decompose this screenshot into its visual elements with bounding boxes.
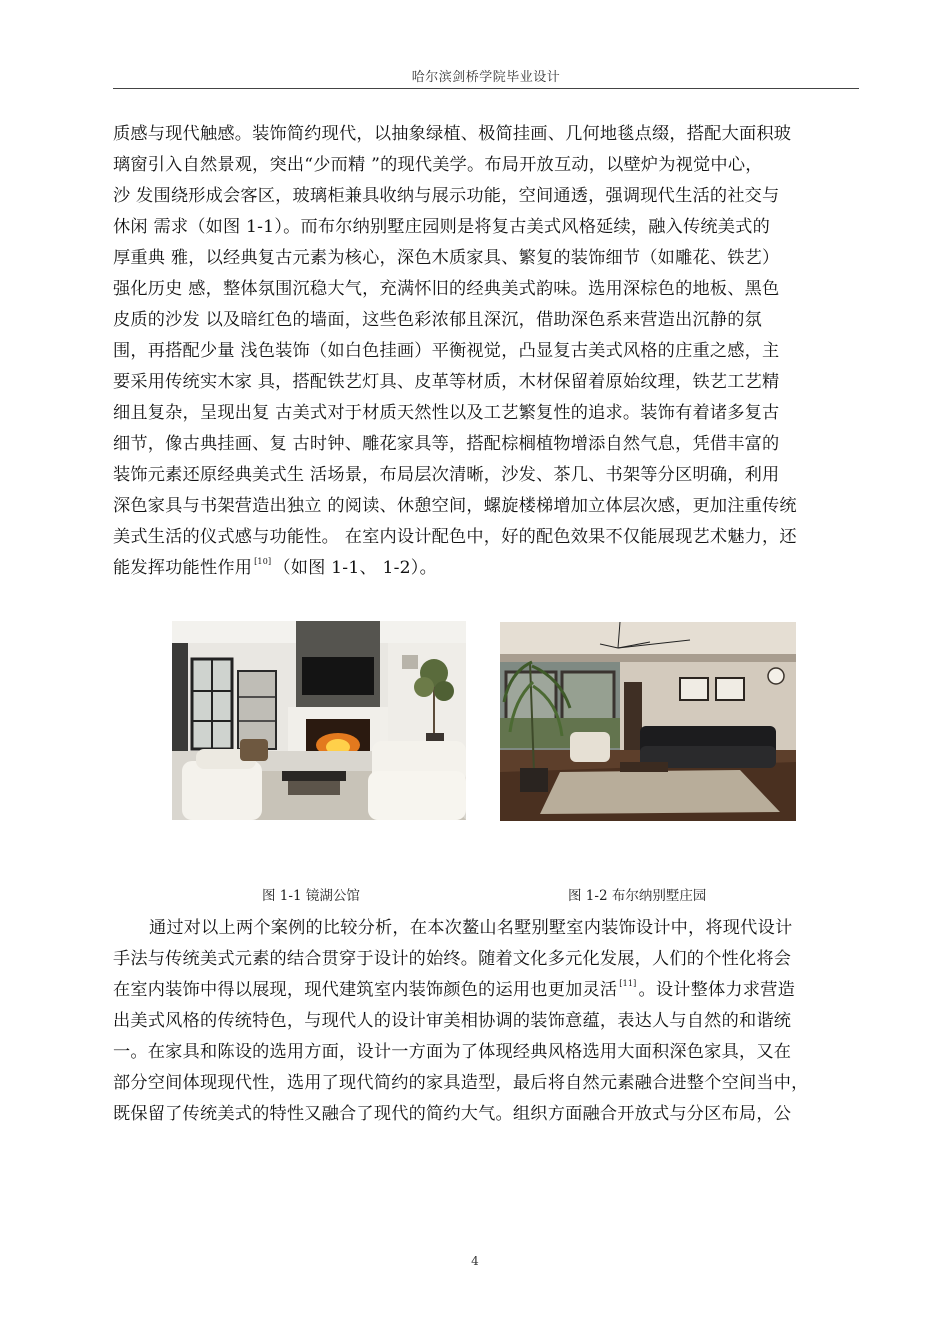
text-span: 在室内装饰中得以展现，现代建筑室内装饰颜色的运用也更加灵活	[113, 980, 618, 1000]
citation-ref: [11]	[619, 979, 637, 988]
body-paragraph-2	[113, 913, 865, 1130]
text-span: 。设计整体力求营造	[638, 980, 795, 1000]
text-line: 细且复杂，呈现出复 古美式对于材质天然性以及工艺繁复性的追求。装饰有着诸多复古	[113, 403, 780, 423]
text-line: 围，再搭配少量 浅色装饰（如白色挂画）平衡视觉，凸显复古美式风格的庄重之感，主	[113, 341, 780, 361]
figure-1-2-caption: 图 1-2 布尔纳别墅庄园	[568, 888, 707, 904]
figure-1-2-image	[500, 622, 796, 821]
body-paragraph-1	[113, 119, 865, 584]
page-header-title: 哈尔滨剑桥学院毕业设计	[411, 70, 561, 85]
text-line	[113, 553, 865, 584]
text-line: 沙 发围绕形成会客区，玻璃柜兼具收纳与展示功能，空间通透，强调现代生活的社交与	[113, 186, 780, 206]
page-number: 4	[471, 1254, 479, 1268]
text-line: 手法与传统美式元素的结合贯穿于设计的始终。随着文化多元化发展，人们的个性化将会	[113, 949, 792, 969]
citation-ref: [10]	[254, 557, 272, 566]
text-line: 质感与现代触感。装饰简约现代，以抽象绿植、极简挂画、几何地毯点缀，搭配大面积玻	[113, 124, 792, 144]
text-line: 既保留了传统美式的特性又融合了现代的简约大气。组织方面融合开放式与分区布局，公	[113, 1104, 792, 1124]
text-line: 一。在家具和陈设的选用方面，设计一方面为了体现经典风格选用大面积深色家具，又在	[113, 1042, 792, 1062]
figure-1-1-image	[172, 621, 466, 820]
text-line: 休闲 需求（如图 1-1）。而布尔纳别墅庄园则是将复古美式风格延续，融入传统美式的	[113, 217, 770, 237]
text-span: 能发挥功能性作用	[113, 558, 253, 578]
text-line: 要采用传统实木家 具，搭配铁艺灯具、皮革等材质，木材保留着原始纹理，铁艺工艺精	[113, 372, 780, 392]
text-line: 细节，像古典挂画、复 古时钟、雕花家具等，搭配棕榈植物增添自然气息，凭借丰富的	[113, 434, 780, 454]
text-span: （如图 1-1、 1-2）。	[273, 558, 437, 578]
text-line: 通过对以上两个案例的比较分析，在本次鳌山名墅别墅室内装饰设计中，将现代设计	[149, 918, 793, 938]
text-line: 深色家具与书架营造出独立 的阅读、休憩空间，螺旋楼梯增加立体层次感，更加注重传统	[113, 496, 797, 516]
text-line: 强化历史 感，整体氛围沉稳大气，充满怀旧的经典美式韵味。选用深棕色的地板、黑色	[113, 279, 780, 299]
text-line	[113, 975, 865, 1006]
text-line: 美式生活的仪式感与功能性。 在室内设计配色中，好的配色效果不仅能展现艺术魅力，还	[113, 527, 797, 547]
header-divider	[113, 88, 859, 89]
text-line: 出美式风格的传统特色，与现代人的设计审美相协调的装饰意蕴，表达人与自然的和谐统	[113, 1011, 792, 1031]
text-line: 装饰元素还原经典美式生 活场景，布局层次清晰，沙发、茶几、书架等分区明确，利用	[113, 465, 780, 485]
text-line: 璃窗引入自然景观，突出“少而精 ”的现代美学。布局开放互动，以壁炉为视觉中心，	[113, 155, 763, 175]
text-line: 皮质的沙发 以及暗红色的墙面，这些色彩浓郁且深沉，借助深色系来营造出沉静的氛	[113, 310, 763, 330]
text-line: 部分空间体现现代性，选用了现代简约的家具造型，最后将自然元素融合进整个空间当中，	[113, 1073, 809, 1093]
text-line: 厚重典 雅，以经典复古元素为核心，深色木质家具、繁复的装饰细节（如雕花、铁艺）	[113, 248, 780, 268]
figure-1-1-caption: 图 1-1 镜湖公馆	[262, 888, 360, 904]
